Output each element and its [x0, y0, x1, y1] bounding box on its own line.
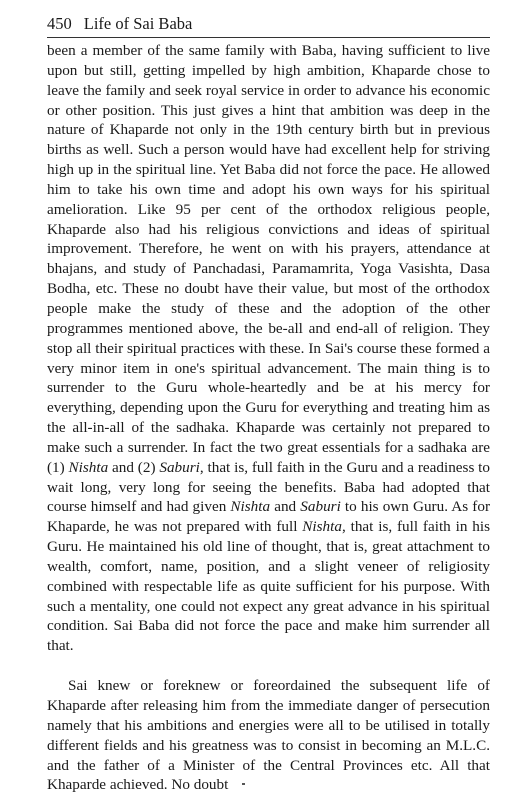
italic-term: Saburi: [159, 458, 200, 476]
page-number: 450: [47, 14, 72, 33]
italic-term: Nishta: [68, 458, 109, 476]
body-text: [47, 41, 490, 795]
paragraph: Sai knew or foreknew or foreordained the subsequent life of Khaparde after releasing him from the immediate danger of persecution namely that his ambitions and energies were all to be utilised in totally different fields and his greatness was to consist in becoming an M.L.C. and the father of a Minister of the Central Provinces etc. All that Khaparde achieved. No doubt: [47, 677, 490, 794]
text-run: and: [270, 498, 301, 516]
text-run: , that is, full faith in his Guru. He maintained his old line of thought, that is, great attachment to wealth, comfort, name, position, and a slight veneer of religiosity combined with respectable life as quite sufficient for his purpose. With such a mentality, one could not expect any great advance in his spiritual condition. Sai Baba did not force the pace and make him surrender all that.: [47, 518, 490, 655]
paragraph: [47, 41, 490, 656]
text-run: to his own Guru. As for Khaparde, he was not prepared with full: [47, 498, 490, 536]
italic-term: Saburi: [300, 498, 341, 516]
print-speck: [242, 783, 245, 785]
text-run: and (2): [108, 458, 160, 476]
italic-term: Nishta: [230, 498, 271, 516]
text-run: , that is, full faith in the Guru and a readiness to wait long, very long for seeing the benefits. Baba had adopted that course himself and had given: [47, 458, 490, 516]
text-run: been a member of the same family with Baba, having sufficient to live upon but still, getting impelled by high ambition, Khaparde chose to leave the family and seek royal service in order to advance his economic or other position. This just gives a hint that ambition was deep in the nature of Khaparde not only in the 19th century birth but in previous births as well. Such a person would have had excellent help for striving high up in the spiritual line. Yet Baba did not force the pace. He allowed him to take his own time and adopt his own ways for his spiritual amelioration. Like 95 per cent of the orthodox religious people, Khaparde also had his religious convictions and ideas of spiritual improvement. Therefore, he went on with his prayers, attendance at bhajans, and study of Panchadasi, Paramamrita, Yoga Vasishta, Dasa Bodha, etc. These no doubt have their value, but most of the orthodox people make the study of these and the adoption of the other programmes mentioned above, the be-all and end-all of religion. They stop all their spiritual practices with these. In Sai's course these formed a very minor item in one's spiritual advancement. The main thing is to surrender to the Guru whole-heartedly and be at his mercy for everything, depending upon the Guru for everything and treating him as the all-in-all of the sadhaka. Khaparde was certainly not prepared to make such a surrender. In fact the two great essentials for a sadhaka are (1): [47, 42, 490, 476]
page-header: [47, 14, 490, 38]
italic-term: Nishta: [302, 518, 342, 536]
running-title: Life of Sai Baba: [83, 14, 193, 33]
book-page: [47, 14, 490, 795]
